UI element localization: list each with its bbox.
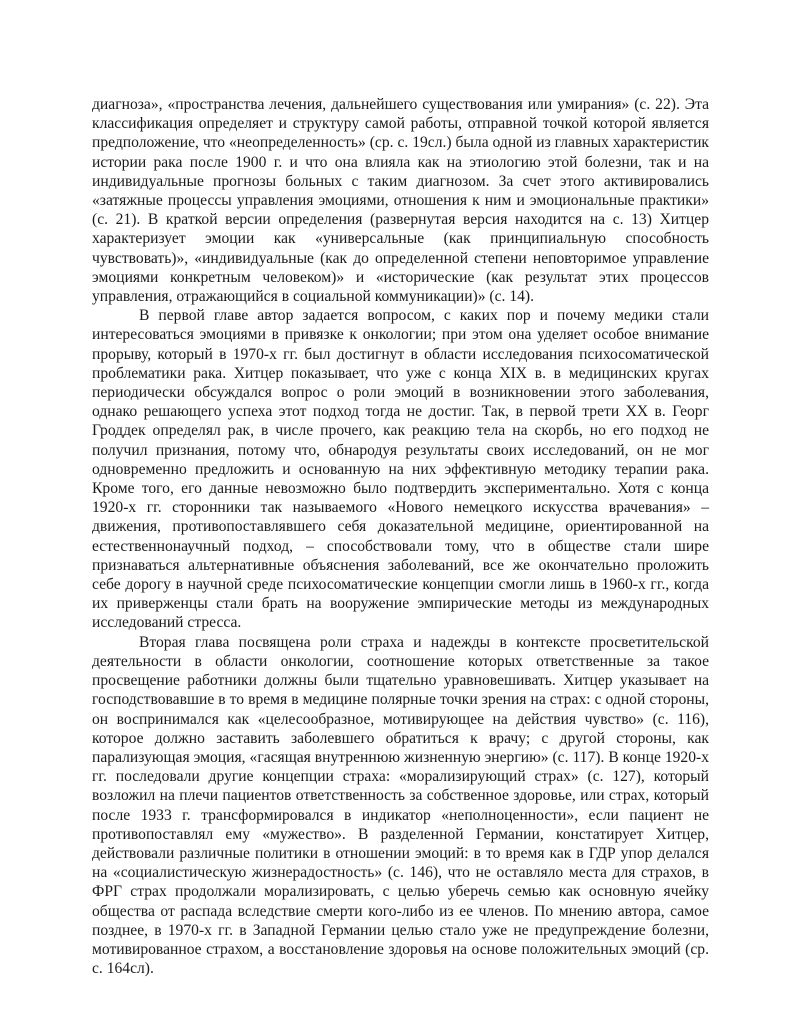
paragraph-3: Вторая глава посвящена роли страха и надежды в контексте просветительской деятельности в области онкологии, соотношение которых ответственные за такое просвещение работники должны были тщательно уравновешивать. Хитцер указывает на господствовавшие в то время в медицине полярные точки зрения на страх: с одной стороны, он воспринимался как «целесообразное, мотивирующее на действия чувство» (с. 116), которое должно заставить заболевшего обратиться к врачу; с другой стороны, как парализующая эмоция, «гасящая внутреннюю жизненную энергию» (с. 117). В конце 1920-х гг. последовали другие концепции страха: «морализирующий страх» (с. 127), который возложил на плечи пациентов ответственность за собственное здоровье, или страх, который после 1933 г. трансформировался в индикатор «неполноценности», если пациент не противопоставлял ему «мужество». В разделенной Германии, констатирует Хитцер, действовали различные политики в отношении эмоций: в то время как в ГДР упор делался на «социалистическую жизнерадостность» (с. 146), что не оставляло места для страхов, в ФРГ страх продолжали морализировать, с целью уберечь семью как основную ячейку общества от распада вследствие смерти кого-либо из ее членов. По мнению автора, самое позднее, в 1970-х гг. в Западной Германии целью стало уже не предупреждение болезни, мотивированное страхом, а восстановление здоровья на основе положительных эмоций (ср. с. 164сл). — [92, 633, 709, 978]
paragraph-2: В первой главе автор задается вопросом, с каких пор и почему медики стали интересоваться эмоциями в привязке к онкологии; при этом она уделяет особое внимание прорыву, который в 1970-х гг. был достигнут в области исследования психосоматической проблематики рака. Хитцер показывает, что уже с конца XIX в. в медицинских кругах периодически обсуждался вопрос о роли эмоций в возникновении этого заболевания, однако решающего успеха этот подход тогда не достиг. Так, в первой трети XX в. Георг Гроддек определял рак, в числе прочего, как реакцию тела на скорбь, но его подход не получил признания, потому что, обнародуя результаты своих исследований, он не мог одновременно предложить и основанную на них эффективную методику терапии рака. Кроме того, его данные невозможно было подтвердить экспериментально. Хотя с конца 1920-х гг. сторонники так называемого «Нового немецкого искусства врачевания» – движения, противопоставлявшего себя доказательной медицине, ориентированной на естественнонаучный подход, – способствовали тому, что в обществе стали шире признаваться альтернативные объяснения заболеваний, все же окончательно проложить себе дорогу в научной среде психосоматические концепции смогли лишь в 1960-х гг., когда их приверженцы стали брать на вооружение эмпирические методы из международных исследований стресса. — [92, 307, 709, 632]
paragraph-1: диагноза», «пространства лечения, дальнейшего существования или умирания» (с. 22). Эта классификация определяет и структуру самой работы, отправной точкой которой является предположение, что «неопределенность» (ср. с. 19сл.) была одной из главных характеристик истории рака после 1900 г. и что она влияла как на этиологию этой болезни, так и на индивидуальные прогнозы больных с таким диагнозом. За счет этого активировались «затяжные процессы управления эмоциями, отношения к ним и эмоциональные практики» (с. 21). В краткой версии определения (развернутая версия находится на с. 13) Хитцер характеризует эмоции как «универсальные (как принципиальную способность чувствовать)», «индивидуальные (как до определенной степени неповторимое управление эмоциями конкретным человеком)» и «исторические (как результат этих процессов управления, отражающийся в социальной коммуникации)» (с. 14). — [92, 96, 709, 306]
document-body — [92, 95, 709, 978]
